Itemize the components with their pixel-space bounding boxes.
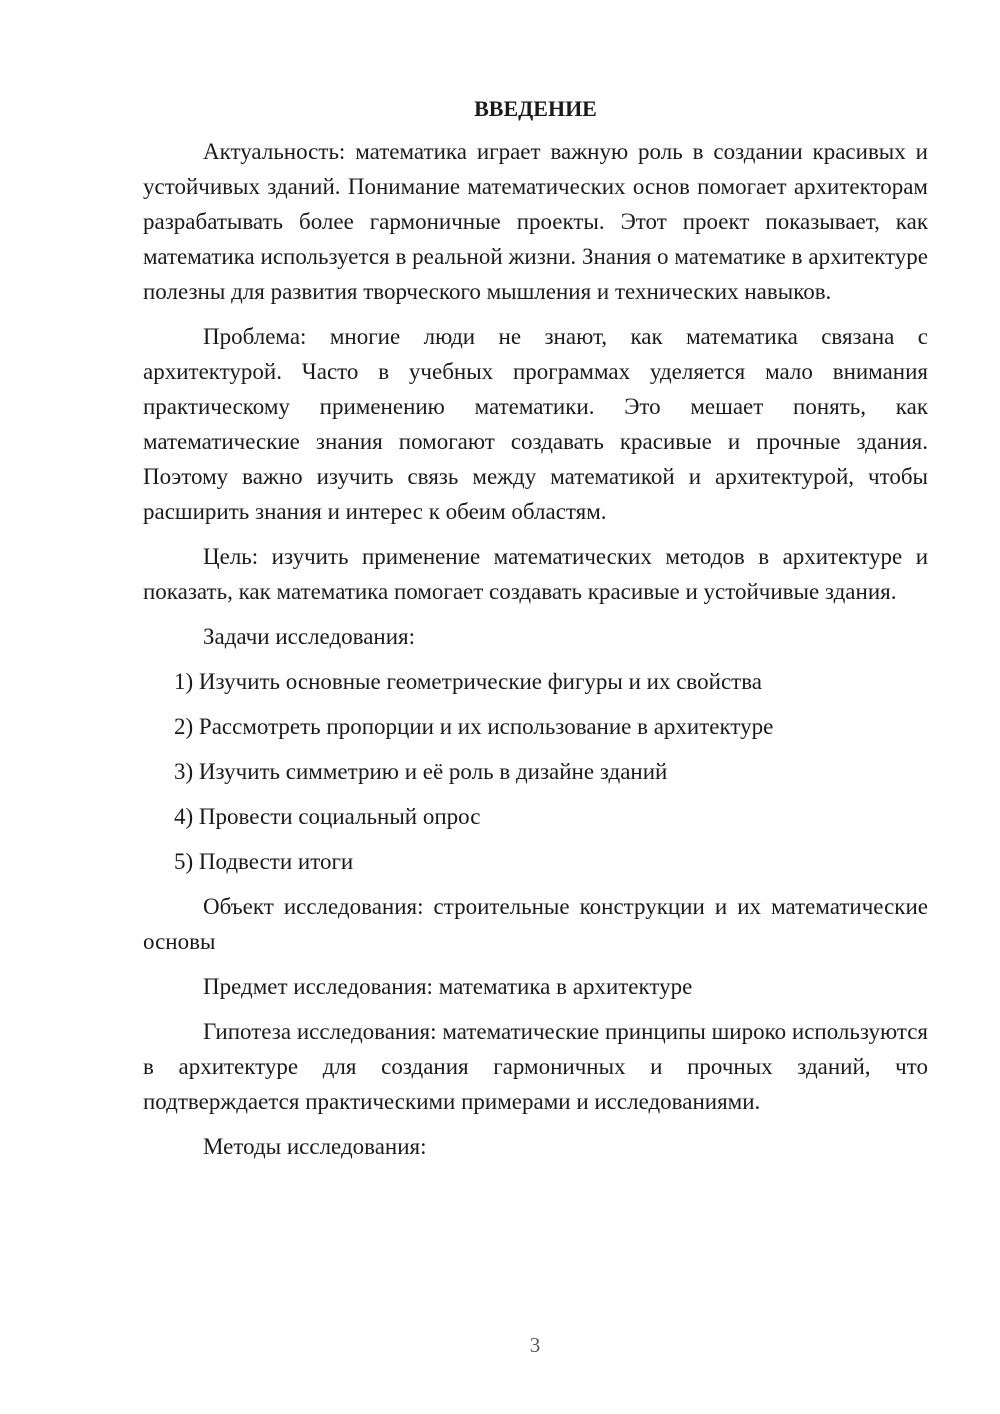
methods-heading: Методы исследования: bbox=[203, 1134, 427, 1159]
list-item: 4) Провести социальный опрос bbox=[174, 804, 481, 829]
tasks-heading: Задачи исследования: bbox=[203, 624, 416, 649]
paragraph-relevance: Актуальность: математика играет важную роль в создании красивых и устойчивых зданий. Понимание математических основ помогает архитекторам разрабатывать более гармоничные проекты. Этот проект показывает, как математика используется в реальной жизни. Знания о математике в архитектуре полезны для развития творческого мышления и технических навыков. bbox=[143, 139, 928, 304]
paragraph-hypothesis: Гипотеза исследования: математические принципы широко используются в архитектуре для создания гармоничных и прочных зданий, что подтверждается практическими примерами и исследованиями. bbox=[143, 1019, 928, 1114]
paragraph-subject: Предмет исследования: математика в архитектуре bbox=[203, 974, 693, 999]
paragraph-problem: Проблема: многие люди не знают, как математика связана с архитектурой. Часто в учебных программах уделяется мало внимания практическому применению математики. Это мешает понять, как математические знания помогают создавать красивые и прочные здания. Поэтому важно изучить связь между математикой и архитектурой, чтобы расширить знания и интерес к обеим областям. bbox=[143, 324, 928, 524]
page-content bbox=[143, 94, 928, 1174]
list-item: 1) Изучить основные геометрические фигуры и их свойства bbox=[174, 669, 762, 694]
tasks-list bbox=[143, 664, 928, 879]
list-item: 5) Подвести итоги bbox=[174, 849, 354, 874]
paragraph-object: Объект исследования: строительные конструкции и их математические основы bbox=[143, 894, 928, 954]
list-item: 3) Изучить симметрию и её роль в дизайне зданий bbox=[174, 759, 668, 784]
list-item: 2) Рассмотреть пропорции и их использование в архитектуре bbox=[174, 714, 774, 739]
page-title: ВВЕДЕНИЕ bbox=[474, 96, 597, 121]
page-number: 3 bbox=[529, 1333, 541, 1357]
paragraph-goal: Цель: изучить применение математических методов в архитектуре и показать, как математика помогает создавать красивые и устойчивые здания. bbox=[143, 544, 928, 604]
